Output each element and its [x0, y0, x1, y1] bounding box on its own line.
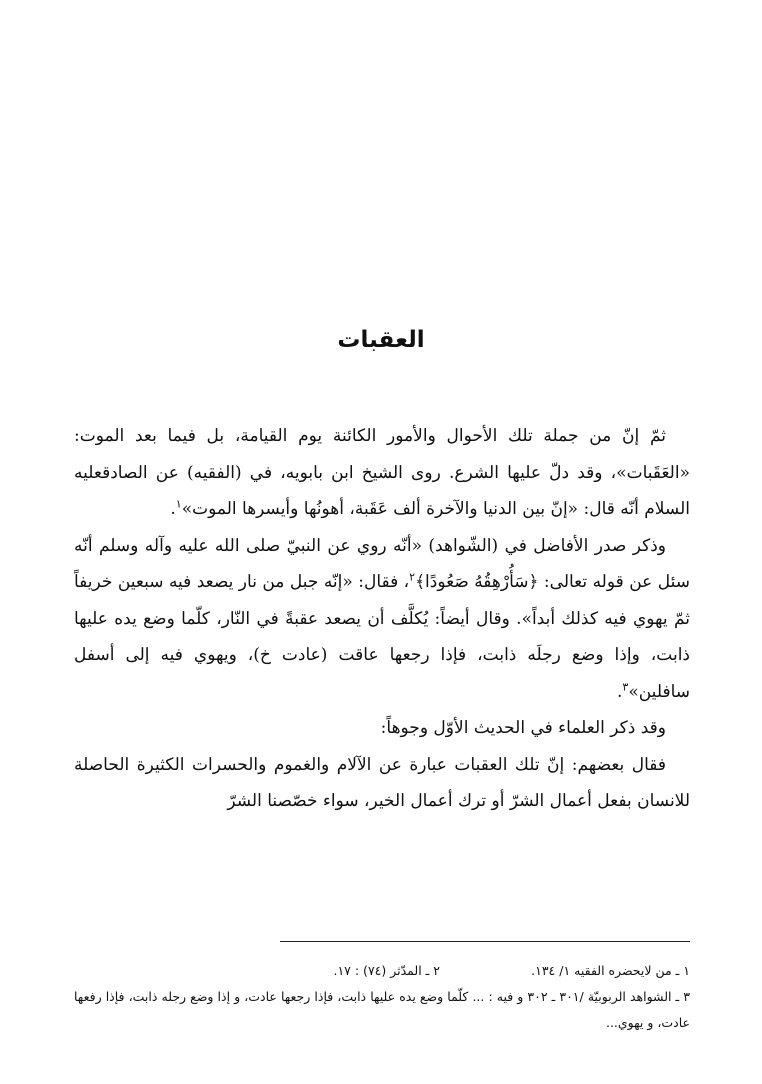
page-title: العقبات [337, 327, 425, 353]
footnote-ref-3[interactable]: ٣ [622, 679, 629, 693]
paragraph-3 [74, 710, 690, 747]
footnote-1: ١ ـ من لايحضره الفقيه ١/ ١٣٤. [531, 963, 690, 978]
paragraph-2-part1: وذكر صدر الأفاضل في (الشّواهد) «أنّه روي عن النبيّ صلى الله عليه وآله وسلم أنّه سئل عن قوله تعالى: [74, 535, 690, 592]
footnote-ref-2[interactable]: ٢ [409, 570, 416, 584]
quran-verse: ﴿سَأُرْهِقُهُ صَعُودًا﴾ [415, 572, 539, 592]
paragraph-2 [74, 528, 690, 711]
paragraph-3-text: وقد ذكر العلماء في الحديث الأوّل وجوهاً: [380, 718, 666, 738]
paragraph-2-part2: ، فقال: «إنّه جبل من نار يصعد فيه سبعين خريفاً ثمّ يهوي فيه كذلك أبداً». وقال أيضاً: يُكلَّف أن يصعد عقبةً في النّار، كلّما وضع يده عليها ذابت، وإذا وضع رجلَه ذابت، فإذا رجعها عاقت (عادت خ)، ويهوي فيه إلى أسفل سافلين» [74, 572, 690, 702]
paragraph-1 [74, 418, 690, 528]
footnote-row [74, 958, 690, 984]
footnote-2: ٢ ـ المدّثر (٧٤) : ١٧. [333, 963, 440, 978]
footnote-ref-1[interactable]: ١ [175, 497, 182, 511]
paragraph-2-tail: . [617, 681, 623, 702]
paragraph-4 [74, 747, 690, 820]
footnotes [74, 958, 690, 1036]
body-text [74, 418, 690, 820]
footnote-3: ٣ ـ الشواهد الربوبيّة /٣٠١ ـ ٣٠٢ و فيه : ... كلّما وضع يده عليها ذابت، فإذا رجعها عادت، و إذا وضع رجله ذابت، فإذا رفعها عادت، و يهوي... [74, 989, 691, 1030]
paragraph-1-tail: . [170, 499, 176, 519]
paragraph-1-text: ثمّ إنّ من جملة تلك الأحوال والأمور الكائنة يوم القيامة، بل فيما بعد الموت: «العَقَبات»، وقد دلّ عليها الشرع. روى الشيخ ابن بابويه، في (الفقيه) عن الصادقعليه السلام أنّه قال: «إنّ بين الدنيا والآخرة ألف عَقَبة، أهونُها وأيسرها الموت» [74, 426, 690, 519]
paragraph-4-text: فقال بعضهم: إنّ تلك العقبات عبارة عن الآلام والغموم والحسرات الكثيرة الحاصلة للانسان بفعل أعمال الشرّ أو ترك أعمال الخير، سواء خصّصنا الشرّ [74, 754, 690, 811]
footnote-divider [280, 941, 690, 942]
